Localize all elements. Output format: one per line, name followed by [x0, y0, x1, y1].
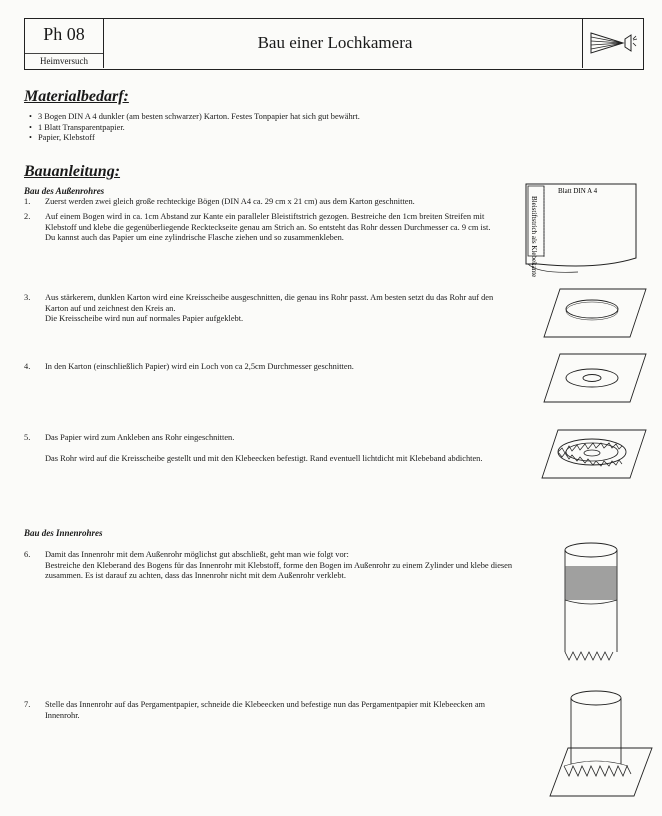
tube-on-parchment-illustration	[546, 688, 654, 800]
disc-illustration	[536, 285, 651, 345]
sheet-code: Ph 08	[43, 24, 85, 44]
step-number: 4.	[24, 362, 31, 371]
strip-label: Bleistiftstrich als Klebekante	[530, 196, 538, 278]
step-number: 1.	[24, 197, 31, 206]
header-code-cell	[25, 19, 104, 68]
step-2	[24, 212, 514, 244]
materials-heading: Materialbedarf:	[24, 88, 129, 105]
page-title: Bau einer Lochkamera	[257, 33, 413, 52]
step-6	[24, 550, 520, 582]
step-number: 3.	[24, 293, 31, 302]
step-text: Stelle das Innenrohr auf das Pergamentpapier, schneide die Klebeecken und befestige nun das Pergamentpapier mit Klebeecken am Innenrohr.	[45, 700, 486, 720]
step-text: Aus stärkerem, dunklen Karton wird eine Kreisscheibe ausgeschnitten, die genau ins Rohr passt. Am besten setzt du das Rohr auf den Karton auf und zeichnest den Kreis an. Die Kreisscheibe wird nun auf normales Papier aufgeklebt.	[45, 293, 494, 323]
sheet-type: Heimversuch	[25, 53, 103, 66]
camera-obscura-logo-icon	[583, 19, 641, 67]
step-text: Auf einem Bogen wird in ca. 1cm Abstand zur Kante ein paralleler Bleistiftstrich gezogen. Bestreiche den 1cm breiten Streifen mit Klebstoff und klebe die gegenüberliegende Reckteckseite genau am Strich an. So entsteht das Rohr dessen Durchmesser ca. 9 cm ist. Du kannst auch das Papier um eine zylindrische Flasche ziehen und so zusammenkleben.	[45, 212, 491, 242]
header-box	[24, 18, 644, 70]
step-number: 7.	[24, 700, 31, 709]
step-3	[24, 293, 514, 325]
materials-list	[26, 112, 628, 144]
header-logo-cell	[582, 19, 643, 68]
step-1	[24, 197, 512, 208]
step-text: Zuerst werden zwei gleich große rechteckige Bögen (DIN A4 ca. 29 cm x 21 cm) aus dem Karton geschnitten.	[45, 197, 415, 206]
inner-tube-illustration	[558, 540, 628, 670]
step-4	[24, 362, 514, 373]
materials-item: • 3 Bogen DIN A 4 dunkler (am besten schwarzer) Karton. Festes Tonpapier hat sich gut bewährt.	[38, 112, 628, 123]
step-5	[24, 433, 514, 465]
outer-tube-heading: Bau des Außenrohres	[24, 186, 105, 196]
disc-with-hole-illustration	[536, 350, 651, 410]
step-number: 2.	[24, 212, 31, 221]
sheet-label: Blatt DIN A 4	[558, 187, 598, 195]
materials-item: • 1 Blatt Transparentpapier.	[38, 123, 628, 134]
step-number: 5.	[24, 433, 31, 442]
step-7	[24, 700, 520, 721]
step-text: Damit das Innenrohr mit dem Außenrohr möglichst gut abschließt, geht man wie folgt vor: Bestreiche den Kleberand des Bogens für das Innenrohr mit Klebstoff, forme den Bogen im Außenrohr zu einem Zylinder und klebe diesen zusammen. Es ist darauf zu achten, dass das Innenrohr nicht mit dem Außenrohr verklebt.	[45, 550, 513, 580]
notched-ring-illustration	[536, 420, 651, 490]
materials-item: • Papier, Klebstoff	[38, 133, 628, 144]
inner-tube-heading: Bau des Innenrohres	[24, 528, 103, 538]
step-text: Das Papier wird zum Ankleben ans Rohr eingeschnitten. Das Rohr wird auf die Kreisscheibe gestellt und mit den Klebeecken befestigt. Rand eventuell lichtdicht mit Klebeband abdichten.	[45, 433, 483, 463]
step-number: 6.	[24, 550, 31, 559]
sheet-illustration	[518, 178, 648, 278]
step-text: In den Karton (einschließlich Papier) wird ein Loch von ca 2,5cm Durchmesser geschnitten.	[45, 362, 354, 371]
instructions-heading: Bauanleitung:	[24, 163, 121, 180]
